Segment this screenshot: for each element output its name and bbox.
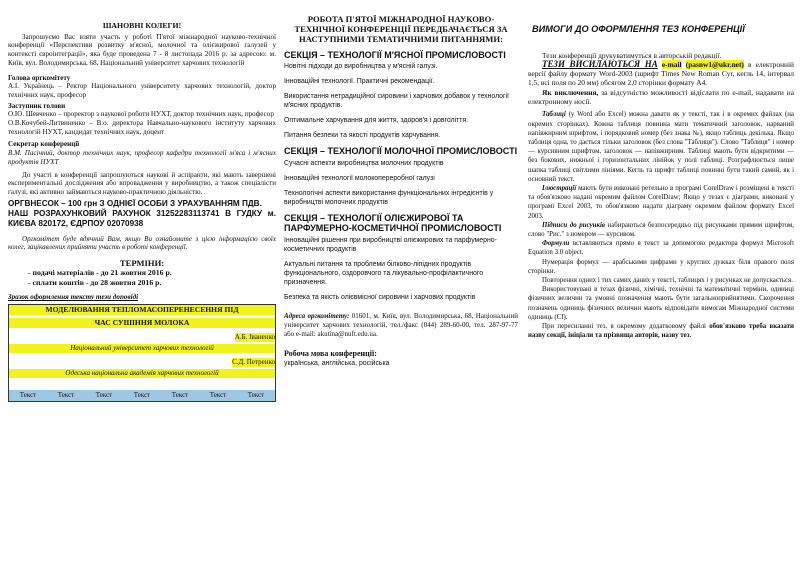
section-title: СЕКЦІЯ – ТЕХНОЛОГІЇ М'ЯСНОЇ ПРОМИСЛОВОСТІ [284, 50, 506, 60]
section-item: Питання безпеки та якості продуктів харчування. [284, 132, 441, 140]
section-item: Інноваційні технології молокопереробної галузі [284, 174, 435, 182]
sample-institution-2: Одеська національна академія харчових технологій [9, 369, 275, 378]
req-p6-text: набираються безпосередньо під рисунками прямим шрифтом, слово "Рис." з номером — курсивом. [528, 221, 794, 239]
sample-title-line-2: ЧАС СУШІННЯ МОЛОКА [9, 318, 275, 328]
account-text: НАШ РОЗРАХУНКОВИЙ РАХУНОК 31252283113741 В ГУДКУ м. КИЄВА 820172, ЄДРПОУ 02070938 [8, 208, 276, 228]
sample-text-row [9, 390, 275, 401]
req-p7-text: вставляються прямо в текст за допомогою редактора формул Microsoft Equation 3.0 object. [528, 240, 794, 257]
column-left [8, 22, 276, 402]
sample-text-word: Текст [133, 390, 151, 399]
req-p6-lead: Підписи до рисунків [542, 221, 605, 229]
req-p2-email[interactable]: (pasnw1@ukr.net) [685, 59, 744, 69]
req-p9: Повторення одних і тих самих даних у тексті, таблицях і у рисунках не допускається. [542, 277, 793, 285]
section-title: СЕКЦІЯ – ТЕХНОЛОГІЇ МОЛОЧНОЇ ПРОМИСЛОВОСТІ [284, 146, 518, 157]
section-title: СЕКЦІЯ – ТЕХНОЛОГІЇ ОЛІЄЖИРОВОЇ ТА ПАРФУМЕРНО-КОСМЕТИЧНОЇ ПРОМИСЛОВОСТІ [284, 212, 502, 234]
sample-author-2: С.Д. Петренко [232, 357, 275, 366]
committee-head: А.І. Українець – Ректор Національного університету харчових технологій, доктор технічних наук, професор [8, 82, 276, 99]
sample-text-word: Текст [171, 390, 189, 399]
language-label: Робоча мова конференції: [284, 348, 377, 358]
topics-title: РОБОТА П'ЯТОЇ МІЖНАРОДНОЇ НАУКОВО-ТЕХНІЧНОЇ КОНФЕРЕНЦІЇ ПЕРЕДБАЧАЄТЬСЯ ЗА НАСТУПНИМИ ТЕМАТИЧНИМИ ПИТАННЯМИ: [294, 14, 508, 44]
section-item: Сучасні аспекти виробництва молочних продуктів [284, 159, 444, 167]
sample-text-word: Текст [95, 390, 113, 399]
req-p2-lead: ТЕЗИ ВИСИЛАЮТЬСЯ НА [542, 58, 658, 69]
req-p6 [528, 221, 794, 239]
req-p2 [528, 60, 794, 88]
secretary-label: Секретар конференції [8, 140, 80, 149]
req-p4-text: (у Word або Excel) можна давати як у тексті, так і в окремих файлах (на окремих сторінках). Кожна таблиця повинна мати тематичний заголовок, нарваний напівжирним шрифтом, і порядковий номер (без знака №), якщо таблиць декілька. Якщо таблиця одна, то дається тільки заголовок (без слова "Таблиця"). Слово "Таблиця" і номер — курсивним шрифтом, заголовок — напівжирним. Таблиці мають бути відкритими — без бокових, нижньої і горизонтальних лінійок у полі таблиці. Розграфлюється лише шапка таблиці світлими лініями. Кегль та шрифт таблиці повинні бути такий самий, як і основний текст. [528, 111, 794, 183]
req-p11-bold: обов'язково треба вказати назву секції, ініціали та прізвища авторів, назву тез. [528, 323, 794, 340]
secretary: В.М. Пасічний, доктор технічних наук, професор кафедри технології м'яса і м'ясних продуктів НУХТ [8, 149, 276, 166]
deputy-label: Заступник голови [8, 101, 66, 110]
invitation-text: Запрошуємо Вас взяти участь у роботі П'ятої міжнародної науково-технічної конференції «Перспективи розвитку м'ясної, молочної та олієжирової галузей у контексті євроінтеграції», яка буде проведена 7 - 8 листопада 2016 р. за адресою: м. Київ, вул. Володимирська, 68, Національний університет харчових технологій [8, 32, 276, 67]
section-item: Інноваційні технології. Практичні рекомендації. [284, 78, 435, 86]
sample-text-word: Текст [209, 390, 227, 399]
req-p7-lead: Формули [542, 240, 570, 248]
requirements-title: ВИМОГИ ДО ОФОРМЛЕННЯ ТЕЗ КОНФЕРЕНЦІЇ [532, 24, 745, 34]
committee-head-label: Голова оргкомітету [8, 73, 71, 82]
req-p4 [528, 110, 794, 184]
sample-text-word: Текст [19, 390, 37, 399]
req-p4-lead: Таблиці [542, 111, 566, 119]
section-item: Інноваційні рішення при виробництві олієжирових та парфумерно-косметичних продуктів [284, 236, 497, 253]
deputy-1: О.Ю. Шевченко – проректор з наукової роботи НУХТ, доктор технічних наук, професор [8, 110, 274, 119]
section-item: Використання нетрадиційної сировини і харчових добавок у технології м'ясних продуктів. [284, 93, 509, 110]
req-p5 [528, 184, 794, 221]
req-p11 [528, 322, 794, 340]
req-p3-text: за відсутністю можливості відіслати по e-mail, надавати на електронному носії. [528, 87, 794, 107]
req-p7 [528, 239, 794, 257]
sample-label: Зразок оформлення тексту тези доповіді [8, 293, 139, 302]
address-text: 01601, м. Київ, вул. Володимирська, 68, Національний університет харчових технологій, тел./факс (044) 289-60-00, тел. 287-97-77 або e-mail: akutina@nuft.edu.ua. [284, 311, 518, 338]
term-1: - подачі матеріалів - до 21 жовтня 2016 р. [28, 268, 172, 278]
greeting: ШАНОВНІ КОЛЕГИ! [102, 21, 182, 30]
req-p3 [528, 88, 794, 107]
sample-box [8, 304, 276, 402]
sample-text-word: Текст [247, 390, 265, 399]
address-label: Адреса оргкомітету: [284, 311, 350, 320]
sample-text-word: Текст [57, 390, 75, 399]
deputy-2: О.В.Кочубей-Литвиненко – В.о. директора Навчально-наукового інституту харчових технологій НУХТ, кандидат технічних наук, доцент [8, 119, 276, 136]
fee-text: ОРГВНЕСОК – 100 грн З ОДНІЄЇ ОСОБИ З УРАХУВАННЯМ ПДВ. [8, 198, 262, 208]
term-2: - сплати коштів - до 28 жовтня 2016 р. [28, 277, 162, 287]
organizer-address [284, 312, 518, 339]
sample-title-line-1: МОДЕЛЮВАННЯ ТЕПЛОМАСОПЕРЕНЕСЕННЯ ПІД [9, 305, 275, 315]
req-p10: Використовувані в тезах фізичні, хімічні, технічні та математичні терміни, одиниці фізичних величин та умовні позначення мають бути загальноприйнятими. Скорочення позначень одиниць фізичних величин мають відповідати вимогам Міжнародної системи одиниць (СІ). [528, 286, 794, 321]
req-p1: Тези конференції друкуватимуться в авторській редакції. [542, 50, 722, 60]
section-item: Технологічні аспекти використання функціональних інгредієнтів у виробництві молочних продуктів [284, 189, 494, 206]
section-item: Актуальні питання та проблеми білково-ліпідних продуктів функціонального, оздоровчого та лікувально-профілактичного призначення. [284, 260, 484, 286]
req-p3-bold: Як виключення, [542, 87, 599, 97]
sample-author-1: А.Б. Іваненко [234, 332, 275, 341]
sample-institution-1: Національний університет харчових технологій [9, 344, 275, 353]
req-p8: Нумерація формул — арабськими цифрами у круглих дужках біля правого поля сторінки. [528, 258, 794, 275]
section-item: Безпека та якість олієвмісної сировини і харчових продуктів [284, 293, 476, 301]
req-p5-lead: Ілюстрації [542, 185, 577, 192]
req-p5-text: мають бути виконані ретельно в програмі CorelDraw і розміщені в тексті та обов'язково надані окремим файлом CorelDraw; Якщо у тезах є діаграми, виконані у програмі Excel 2003, то обов'язково надати діаграму окремим файлом формату Excel 2003. [528, 185, 794, 220]
terms-title: ТЕРМІНИ: [119, 258, 165, 269]
language-text: українська, англійська, російська [284, 359, 390, 367]
section-item: Оптимальне харчування для життя, здоров'я і довголіття. [284, 117, 469, 125]
column-right [528, 24, 794, 340]
req-p11-text: При пересиланні тез, в окремому додатковому файлі [542, 323, 706, 331]
hope-text: Оргкомітет буде вдячний Вам, якщо Ви ознайомите з цією інформацією своїх колег, зацікавлених прийняти участь в роботі конференції. [8, 234, 276, 252]
section-item: Новітні підходи до виробництва у м'ясній галузі. [284, 63, 438, 71]
req-p2-email-label: e-mail [661, 59, 682, 69]
participation-text: До участі в конференції запрошуються наукові й аспіранти, які мають завершені експериментальні дослідження або впровадження у виробництво, а також спеціалісти галузі, які активно займаються науково-практичною діяльністю. [8, 170, 276, 196]
req-p2-rest: в електронній версії файлу формату Word-2003 (шрифт Times New Roman Cyr, кегль 14, інтервал 1,5, всі поля по 20 мм) обсягом 2,0 сторінки формату А4. [528, 59, 794, 88]
column-middle [284, 14, 518, 374]
